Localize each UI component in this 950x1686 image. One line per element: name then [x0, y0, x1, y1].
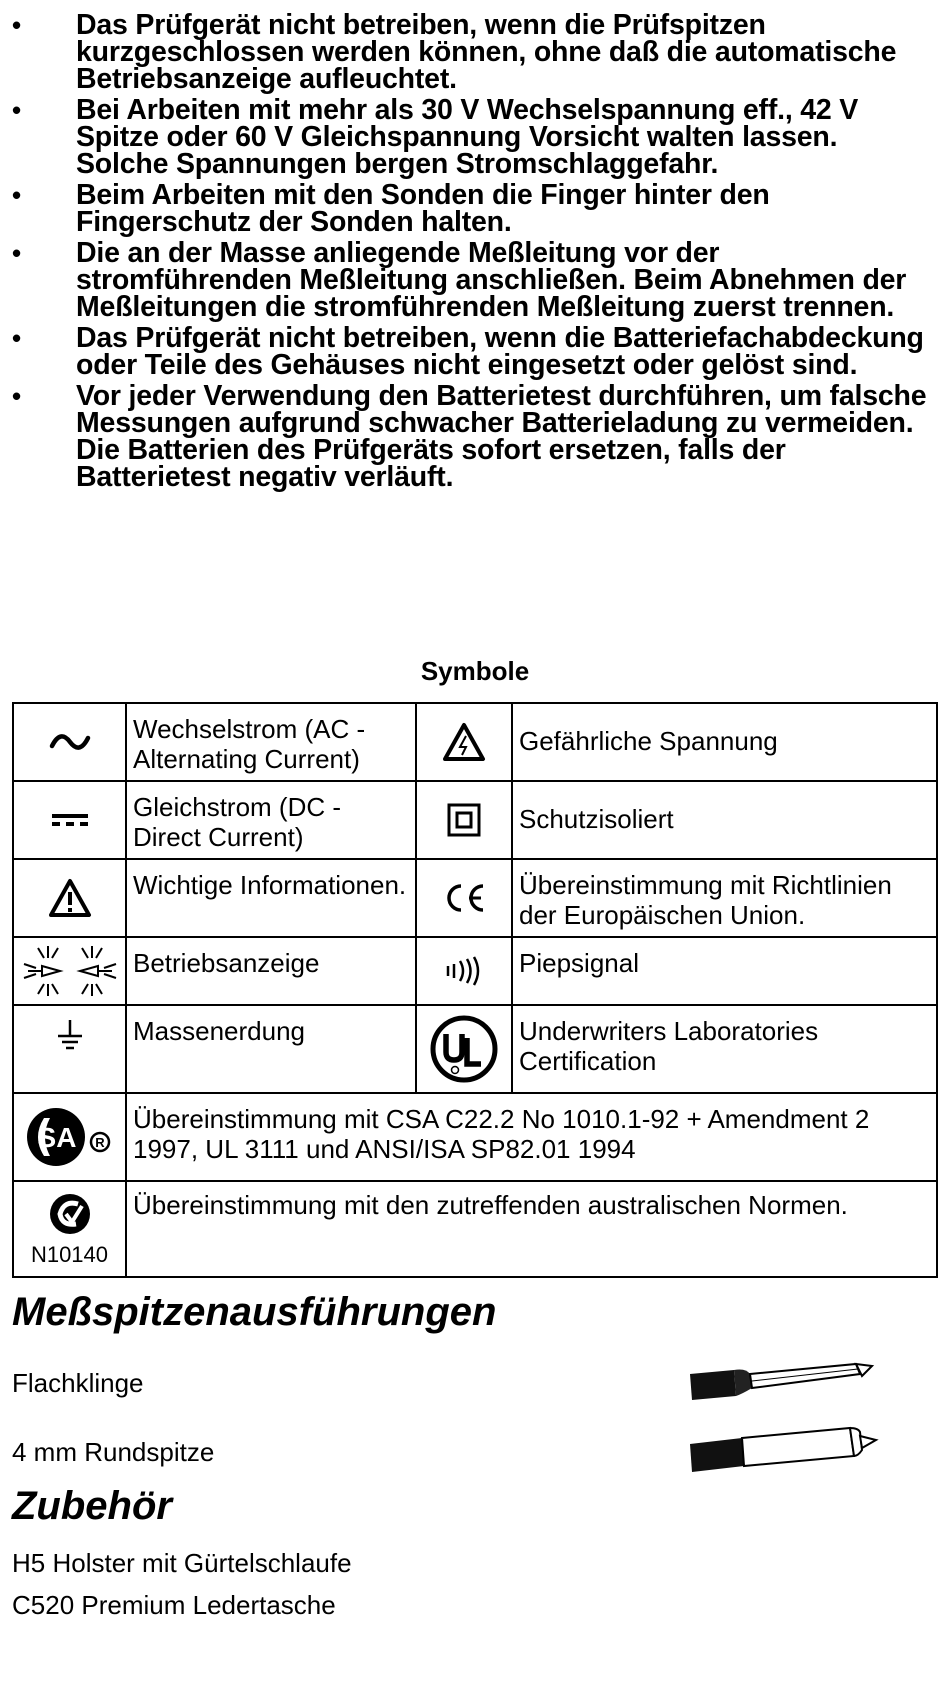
dc-current-icon	[13, 781, 126, 859]
ce-mark-icon	[416, 859, 512, 937]
table-row: Wechselstrom (AC - Alternating Current) Gefährliche Spannung	[13, 703, 937, 781]
csa-logo-icon	[13, 1093, 126, 1181]
symbols-title: Symbole	[420, 656, 530, 686]
warning-item: • Das Prüfgerät nicht betreiben, wenn die Prüfspitzen kurzgeschlossen werden können, ohne daß die automatische Betriebsanzeige aufleuchtet.	[12, 9, 897, 95]
probe-section-title: Meßspitzenausführungen	[12, 1290, 497, 1334]
warning-list	[10, 9, 930, 495]
probe-item-flat-blade: Flachklinge	[12, 1368, 144, 1398]
beeper-icon	[416, 937, 512, 1005]
warning-item: • Das Prüfgerät nicht betreiben, wenn die Batteriefachabdeckung oder Teile des Gehäuses nicht eingesetzt oder gelöst sind.	[12, 322, 924, 381]
table-row: Massenerdung Underwriters Laboratories Certification	[13, 1005, 937, 1093]
warning-item: • Vor jeder Verwendung den Batterietest durchführen, um falsche Messungen aufgrund schwacher Batterieladung zu vermeiden. Die Batterien des Prüfgeräts sofort ersetzen, falls der Batterietest negativ verläuft.	[12, 380, 927, 493]
accessory-item: H5 Holster mit Gürtelschlaufe	[12, 1548, 352, 1578]
ac-wave-icon	[13, 703, 126, 781]
warning-triangle-icon	[13, 859, 126, 937]
warning-item: • Die an der Masse anliegende Meßleitung vor der stromführenden Meßleitung anschließen. Beim Abnehmen der Meßleitungen die stromführenden Meßleitung zuerst trennen.	[12, 237, 907, 323]
table-row: SA R Übereinstimmung mit CSA C22.2 No 1010.1-92 + Amendment 2 1997, UL 3111 und ANSI/ISA SP82.01 1994	[13, 1093, 937, 1181]
operating-indicator-icon	[13, 937, 126, 1005]
table-row: Wichtige Informationen. Übereinstimmung mit Richtlinien der Europäischen Union.	[13, 859, 937, 937]
ctick-code: N10140	[30, 1242, 109, 1267]
table-row: Betriebsanzeige Piepsignal	[13, 937, 937, 1005]
ul-logo-icon	[416, 1005, 512, 1093]
warning-item: • Beim Arbeiten mit den Sonden die Finger hinter den Fingerschutz der Sonden halten.	[12, 179, 770, 238]
accessory-item: C520 Premium Ledertasche	[12, 1590, 336, 1620]
ground-icon	[13, 1005, 126, 1093]
probe-item-round-tip: 4 mm Rundspitze	[12, 1437, 215, 1467]
accessories-title: Zubehör	[12, 1484, 172, 1528]
double-insulation-icon	[416, 781, 512, 859]
high-voltage-triangle-icon	[416, 703, 512, 781]
table-row: N10140 Übereinstimmung mit den zutreffenden australischen Normen.	[13, 1181, 937, 1277]
svg-text:SA: SA	[37, 1122, 76, 1153]
warning-item: • Bei Arbeiten mit mehr als 30 V Wechselspannung eff., 42 V Spitze oder 60 V Gleichspannung Vorsicht walten lassen. Solche Spannungen bergen Stromschlaggefahr.	[12, 94, 859, 180]
svg-text:R: R	[94, 1135, 105, 1150]
symbols-table	[12, 702, 938, 1278]
round-tip-probe-image	[688, 1418, 888, 1478]
c-tick-logo-icon	[13, 1181, 126, 1277]
flat-blade-probe-image	[688, 1350, 888, 1406]
table-row: Gleichstrom (DC - Direct Current) Schutzisoliert	[13, 781, 937, 859]
